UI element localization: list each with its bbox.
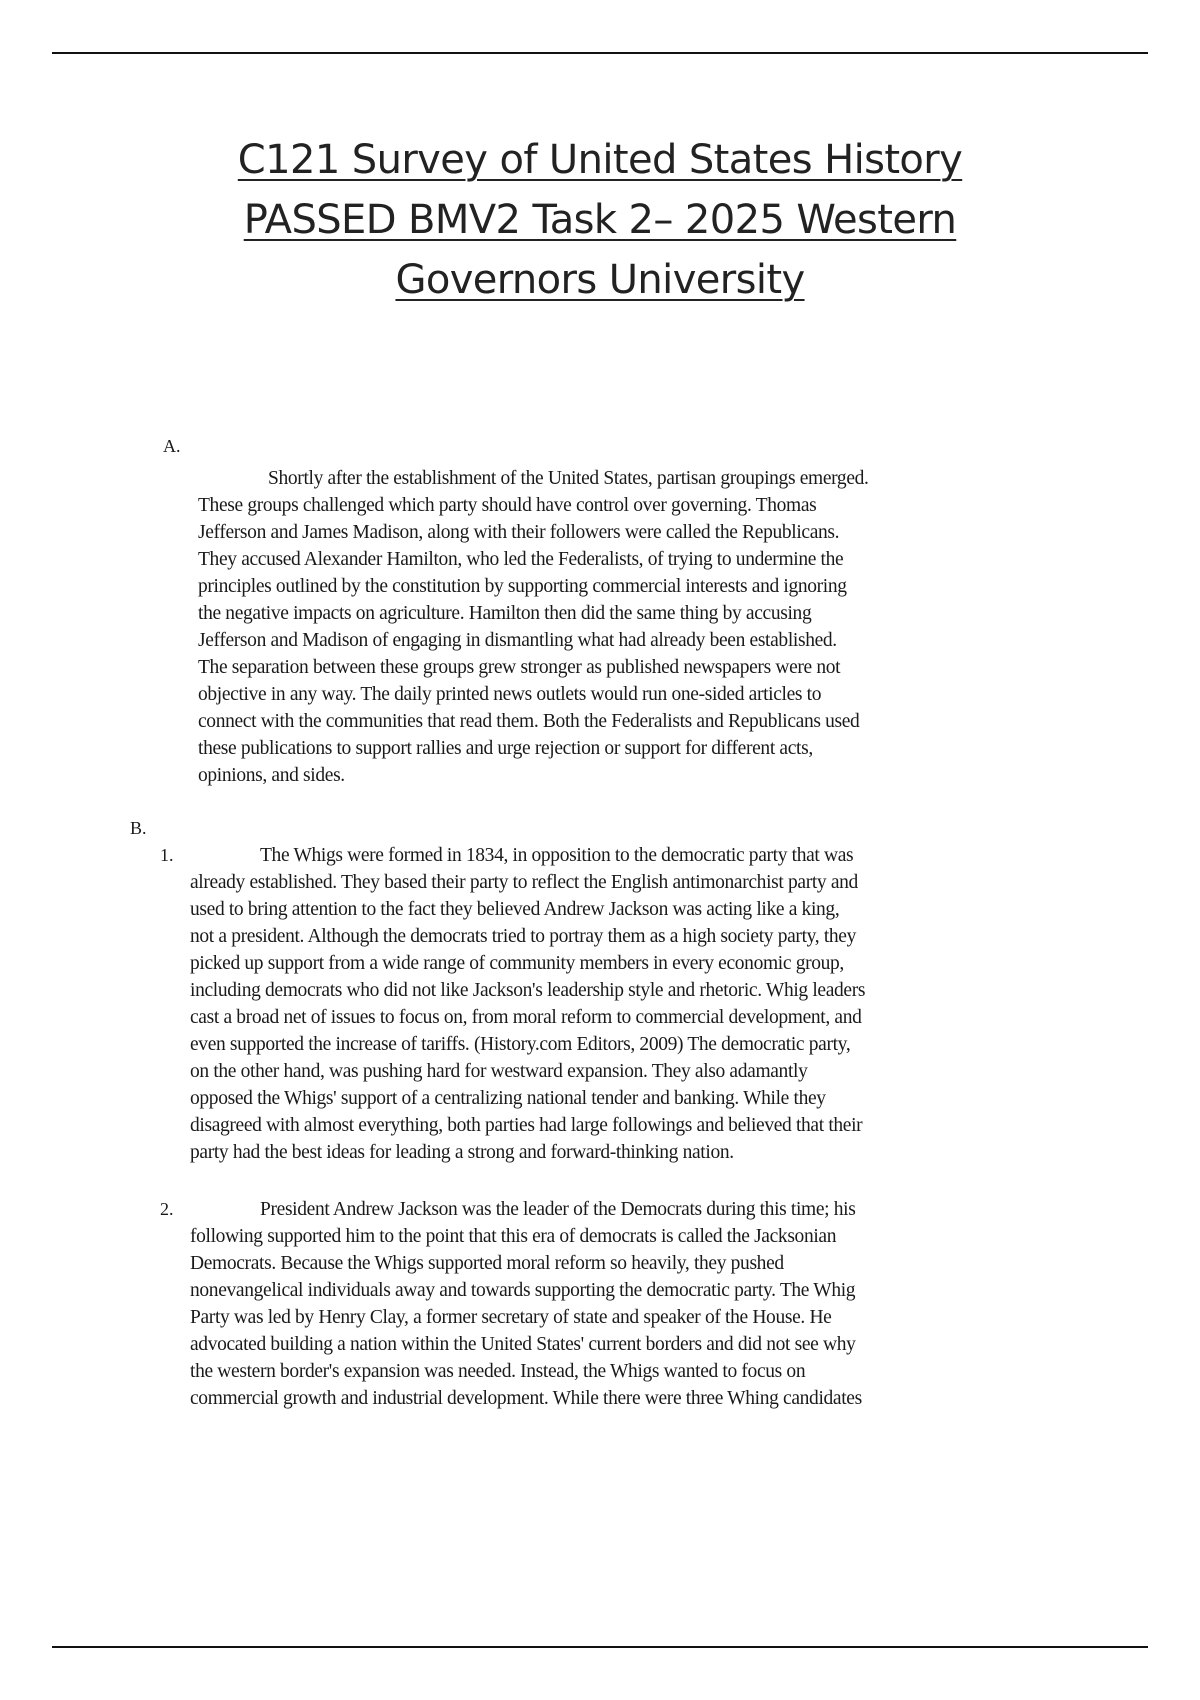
- text-line: the negative impacts on agriculture. Hamilton then did the same thing by accusing: [198, 603, 812, 624]
- text-line: The Whigs were formed in 1834, in opposition to the democratic party that was: [260, 845, 854, 866]
- text-line: The separation between these groups grew stronger as published newspapers were not: [198, 657, 841, 678]
- text-line: opinions, and sides.: [198, 765, 345, 786]
- text-line: principles outlined by the constitution by supporting commercial interests and ignoring: [198, 576, 847, 597]
- text-line: the western border's expansion was needed. Instead, the Whigs wanted to focus on: [190, 1361, 806, 1382]
- text-line: connect with the communities that read them. Both the Federalists and Republicans used: [198, 711, 860, 732]
- section-a-paragraph: [198, 465, 869, 789]
- text-line: Jefferson and Madison of engaging in dismantling what had already been established.: [198, 630, 837, 651]
- text-line: Democrats. Because the Whigs supported moral reform so heavily, they pushed: [190, 1253, 784, 1274]
- text-line: commercial growth and industrial development. While there were three Whing candidates: [190, 1388, 862, 1409]
- text-line: nonevangelical individuals away and towards supporting the democratic party. The Whig: [190, 1280, 856, 1301]
- text-line: objective in any way. The daily printed news outlets would run one-sided articles to: [198, 684, 822, 705]
- text-line: cast a broad net of issues to focus on, from moral reform to commercial development, and: [190, 1007, 862, 1028]
- text-line: President Andrew Jackson was the leader of the Democrats during this time; his: [260, 1199, 856, 1220]
- text-line: These groups challenged which party should have control over governing. Thomas: [198, 495, 817, 516]
- text-line: disagreed with almost everything, both parties had large followings and believed that their: [190, 1115, 863, 1136]
- item-2-paragraph: [190, 1196, 862, 1412]
- text-line: opposed the Whigs' support of a centralizing national tender and banking. While they: [190, 1088, 826, 1109]
- text-line: They accused Alexander Hamilton, who led the Federalists, of trying to undermine the: [198, 549, 844, 570]
- text-line: even supported the increase of tariffs. (History.com Editors, 2009) The democratic party,: [190, 1034, 851, 1055]
- text-line: already established. They based their party to reflect the English antimonarchist party and: [190, 872, 858, 893]
- text-line: Shortly after the establishment of the United States, partisan groupings emerged.: [268, 468, 869, 489]
- text-line: advocated building a nation within the United States' current borders and did not see why: [190, 1334, 856, 1355]
- text-line: used to bring attention to the fact they believed Andrew Jackson was acting like a king,: [190, 899, 840, 920]
- text-line: Party was led by Henry Clay, a former secretary of state and speaker of the House. He: [190, 1307, 832, 1328]
- text-line: following supported him to the point that this era of democrats is called the Jacksonian: [190, 1226, 837, 1247]
- text-line: including democrats who did not like Jackson's leadership style and rhetoric. Whig leaders: [190, 980, 866, 1001]
- text-line: on the other hand, was pushing hard for westward expansion. They also adamantly: [190, 1061, 808, 1082]
- top-rule: [52, 52, 1148, 54]
- section-a-label: A.: [163, 436, 181, 456]
- document-title: [0, 130, 1200, 310]
- item-1-number: 1.: [160, 845, 174, 865]
- text-line: these publications to support rallies and urge rejection or support for different acts,: [198, 738, 813, 759]
- title-line: Governors University: [395, 257, 805, 303]
- item-2-number: 2.: [160, 1199, 174, 1219]
- text-line: party had the best ideas for leading a strong and forward-thinking nation.: [190, 1142, 734, 1163]
- text-line: not a president. Although the democrats tried to portray them as a high society party, they: [190, 926, 856, 947]
- section-b-label: B.: [130, 818, 147, 838]
- text-line: Jefferson and James Madison, along with their followers were called the Republicans.: [198, 522, 840, 543]
- bottom-rule: [52, 1646, 1148, 1648]
- item-1-paragraph: [190, 842, 865, 1166]
- title-line: C121 Survey of United States History: [237, 137, 963, 183]
- title-line: PASSED BMV2 Task 2– 2025 Western: [243, 197, 957, 243]
- text-line: picked up support from a wide range of community members in every economic group,: [190, 953, 844, 974]
